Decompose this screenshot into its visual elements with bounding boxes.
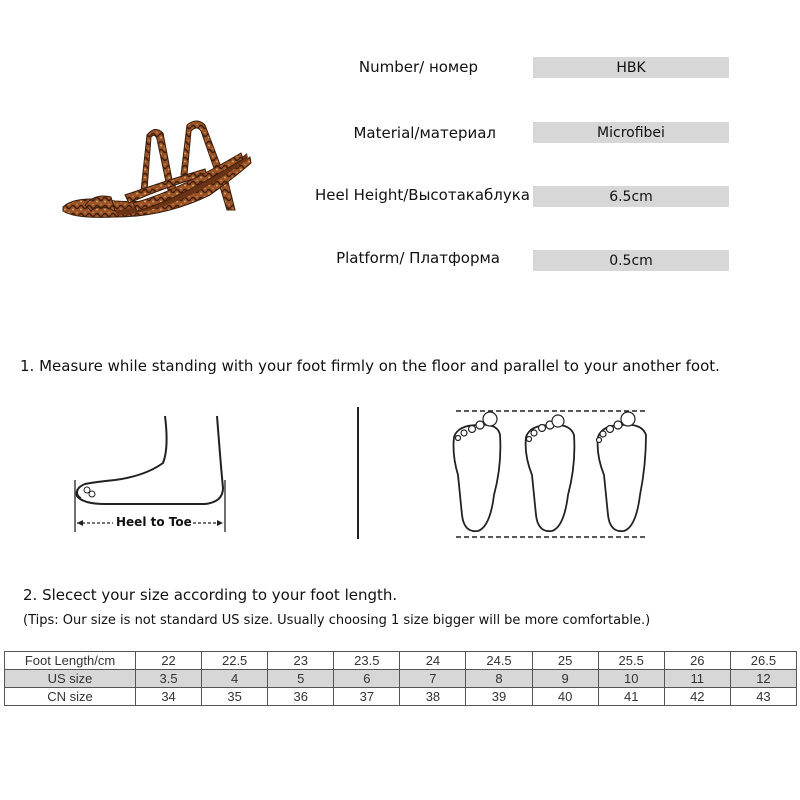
table-cell: 4 <box>202 670 268 688</box>
diagram-divider <box>357 407 359 539</box>
table-cell: 38 <box>400 688 466 706</box>
table-cell: 40 <box>532 688 598 706</box>
table-cell: 26.5 <box>730 652 796 670</box>
product-image-sandal <box>55 115 255 230</box>
table-cell: 12 <box>730 670 796 688</box>
spec-label-platform: Platform/ Платформа <box>336 249 500 267</box>
measure-instruction: 1. Measure while standing with your foot firmly on the floor and parallel to your another foot. <box>20 357 720 375</box>
table-row-foot-length <box>5 652 797 670</box>
table-cell: 23 <box>268 652 334 670</box>
table-cell: 24.5 <box>466 652 532 670</box>
table-cell: 22.5 <box>202 652 268 670</box>
spec-value-heel-height: 6.5cm <box>533 186 729 207</box>
spec-value-number: HBK <box>533 57 729 78</box>
foot-top-diagram <box>448 405 658 543</box>
table-cell: 10 <box>598 670 664 688</box>
spec-label-heel-height: Heel Height/Высотакаблука <box>314 186 530 204</box>
heel-to-toe-label: Heel to Toe <box>116 515 192 529</box>
row-header: CN size <box>5 688 136 706</box>
table-cell: 3.5 <box>136 670 202 688</box>
table-cell: 41 <box>598 688 664 706</box>
table-cell: 36 <box>268 688 334 706</box>
table-cell: 24 <box>400 652 466 670</box>
spec-label-number: Number/ номер <box>358 58 478 76</box>
table-cell: 22 <box>136 652 202 670</box>
table-cell: 34 <box>136 688 202 706</box>
spec-label-material: Material/материал <box>353 124 496 142</box>
table-cell: 43 <box>730 688 796 706</box>
row-header: US size <box>5 670 136 688</box>
table-cell: 7 <box>400 670 466 688</box>
table-cell: 35 <box>202 688 268 706</box>
table-cell: 5 <box>268 670 334 688</box>
table-cell: 39 <box>466 688 532 706</box>
table-cell: 25 <box>532 652 598 670</box>
table-cell: 8 <box>466 670 532 688</box>
table-cell: 25.5 <box>598 652 664 670</box>
spec-value-platform: 0.5cm <box>533 250 729 271</box>
table-cell: 6 <box>334 670 400 688</box>
row-header: Foot Length/cm <box>5 652 136 670</box>
size-chart-table <box>4 651 797 706</box>
size-instruction: 2. Slecect your size according to your foot length. <box>23 586 398 604</box>
table-row-us-size <box>5 670 797 688</box>
table-cell: 11 <box>664 670 730 688</box>
spec-value-material: Microfibei <box>533 122 729 143</box>
table-cell: 23.5 <box>334 652 400 670</box>
table-cell: 37 <box>334 688 400 706</box>
table-cell: 42 <box>664 688 730 706</box>
size-tips: (Tips: Our size is not standard US size. Usually choosing 1 size bigger will be more comfortable.) <box>23 613 651 628</box>
table-row-cn-size <box>5 688 797 706</box>
table-cell: 26 <box>664 652 730 670</box>
table-cell: 9 <box>532 670 598 688</box>
